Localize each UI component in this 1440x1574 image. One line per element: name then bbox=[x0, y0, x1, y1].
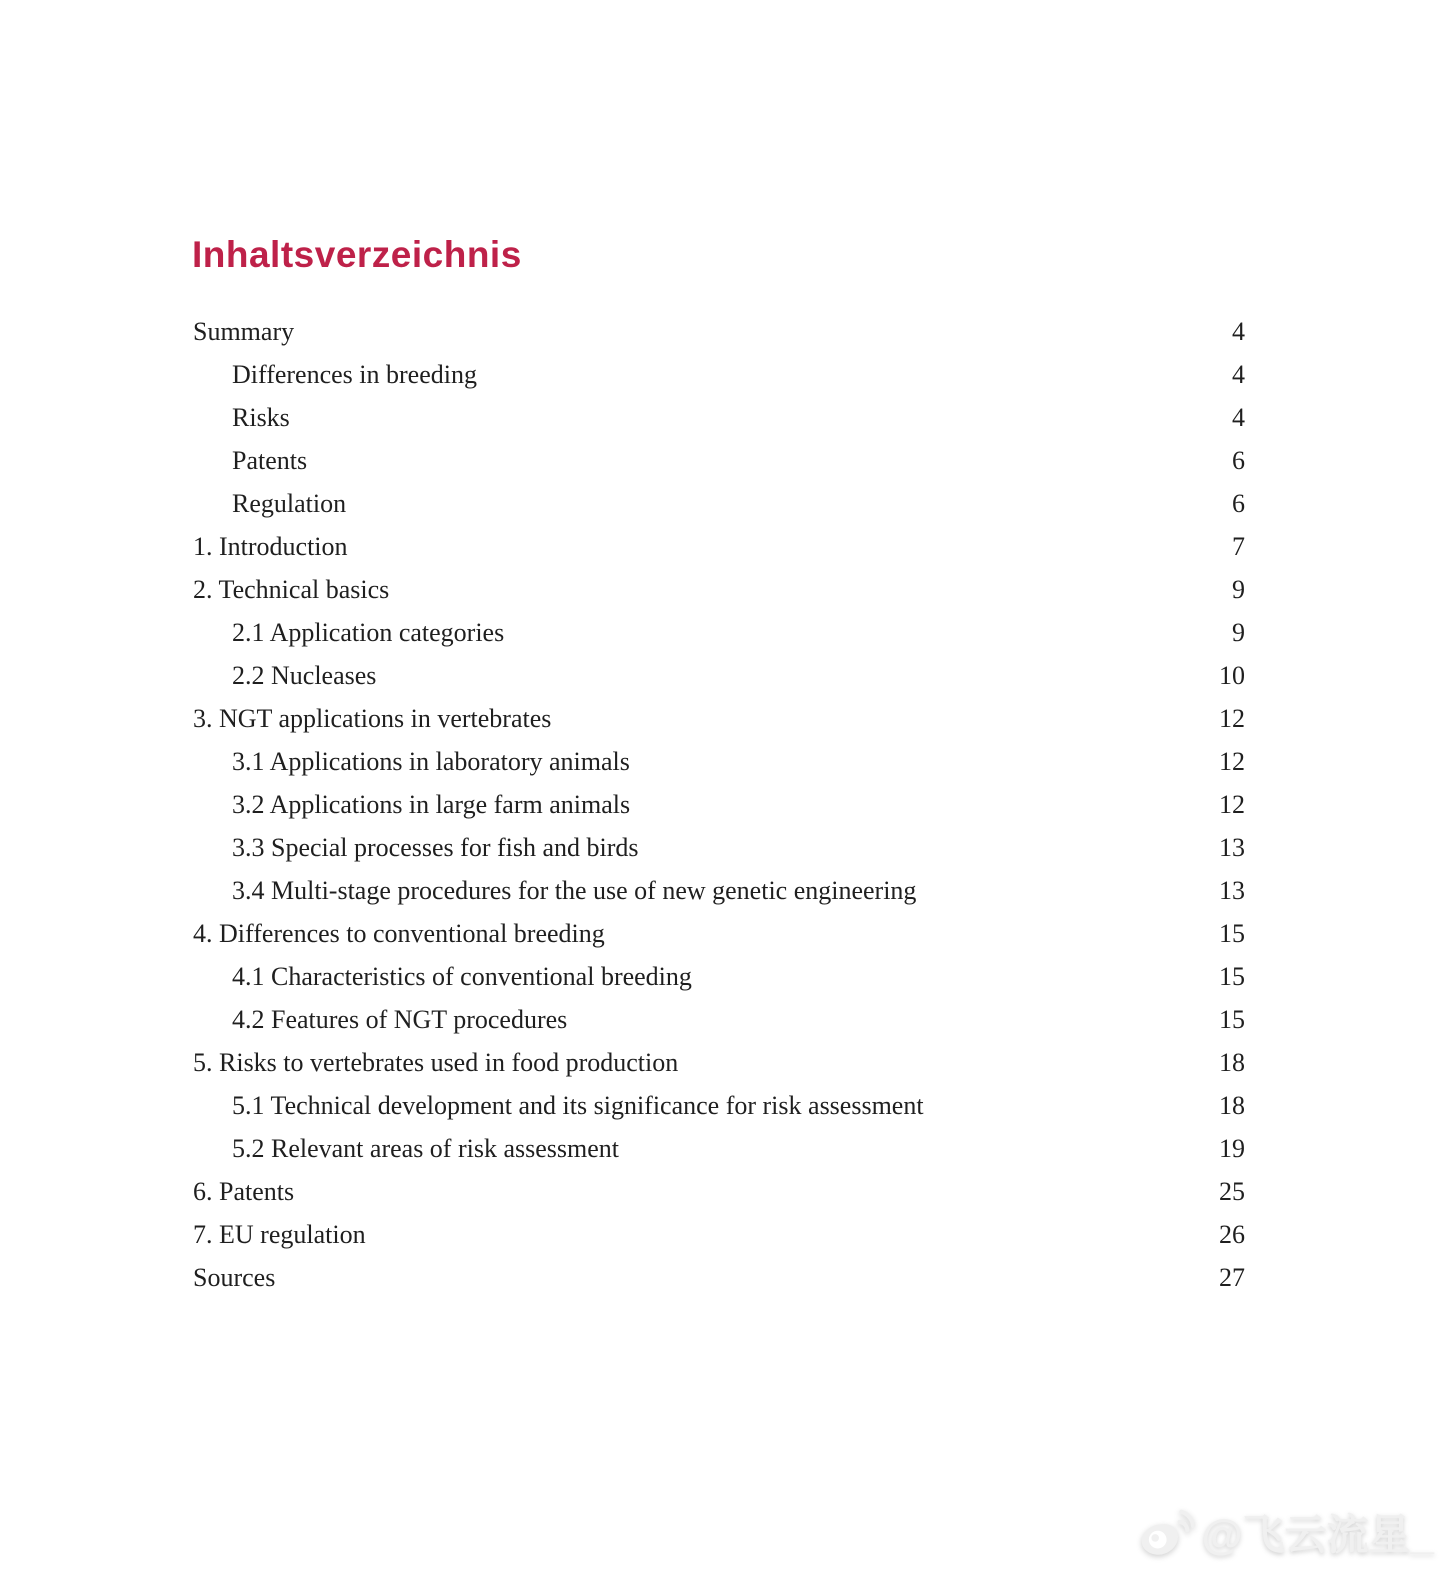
toc-entry bbox=[193, 618, 1245, 661]
toc-entry bbox=[193, 876, 1245, 919]
toc-entry-page: 18 bbox=[1219, 1091, 1245, 1120]
toc-entry bbox=[193, 1005, 1245, 1048]
toc-list bbox=[193, 317, 1245, 1306]
toc-entry-page: 25 bbox=[1219, 1177, 1245, 1206]
weibo-icon bbox=[1140, 1507, 1194, 1557]
toc-entry-page: 15 bbox=[1219, 1005, 1245, 1034]
toc-entry bbox=[193, 661, 1245, 704]
toc-entry-page: 15 bbox=[1219, 962, 1245, 991]
toc-entry-page: 13 bbox=[1219, 876, 1245, 905]
toc-entry-label: Regulation bbox=[232, 489, 347, 518]
toc-entry bbox=[193, 1263, 1245, 1306]
toc-entry-page: 12 bbox=[1219, 704, 1245, 733]
toc-entry bbox=[193, 532, 1245, 575]
toc-entry-label: 4. Differences to conventional breeding bbox=[193, 919, 605, 948]
toc-entry-label: 3.1 Applications in laboratory animals bbox=[232, 747, 630, 776]
watermark-handle: @飞云流星_ bbox=[1201, 1511, 1434, 1558]
toc-entry-page: 9 bbox=[1232, 618, 1245, 647]
toc-entry bbox=[193, 446, 1245, 489]
toc-entry bbox=[193, 1177, 1245, 1220]
toc-entry-page: 4 bbox=[1232, 360, 1245, 389]
toc-entry-page: 9 bbox=[1232, 575, 1245, 604]
toc-entry-label: 4.1 Characteristics of conventional breeding bbox=[232, 962, 692, 991]
toc-entry-label: 6. Patents bbox=[193, 1177, 295, 1206]
toc-entry-label: 3.2 Applications in large farm animals bbox=[232, 790, 631, 819]
toc-entry bbox=[193, 489, 1245, 532]
toc-entry-page: 4 bbox=[1232, 403, 1245, 432]
toc-entry-page: 26 bbox=[1219, 1220, 1245, 1249]
toc-entry bbox=[193, 704, 1245, 747]
toc-entry bbox=[193, 1134, 1245, 1177]
toc-entry-label: 5. Risks to vertebrates used in food production bbox=[193, 1048, 679, 1077]
toc-entry bbox=[193, 1091, 1245, 1134]
toc-entry-label: Summary bbox=[193, 317, 295, 346]
toc-entry-label: 2. Technical basics bbox=[193, 575, 390, 604]
toc-entry-page: 13 bbox=[1219, 833, 1245, 862]
toc-entry-label: Patents bbox=[232, 446, 308, 475]
toc-entry-page: 7 bbox=[1232, 532, 1245, 561]
toc-entry-label: 2.2 Nucleases bbox=[232, 661, 377, 690]
toc-entry bbox=[193, 1220, 1245, 1263]
toc-entry-page: 15 bbox=[1219, 919, 1245, 948]
toc-entry bbox=[193, 747, 1245, 790]
toc-entry-label: 4.2 Features of NGT procedures bbox=[232, 1005, 568, 1034]
toc-entry-label: 3.4 Multi-stage procedures for the use of new genetic engineering bbox=[232, 876, 917, 905]
watermark bbox=[1140, 1502, 1434, 1562]
page-title: Inhaltsverzeichnis bbox=[192, 234, 522, 275]
toc-entry-label: 7. EU regulation bbox=[193, 1220, 366, 1249]
toc-entry-page: 12 bbox=[1219, 747, 1245, 776]
toc-entry-page: 18 bbox=[1219, 1048, 1245, 1077]
toc-entry bbox=[193, 360, 1245, 403]
toc-entry-page: 6 bbox=[1232, 489, 1245, 518]
toc-entry bbox=[193, 833, 1245, 876]
toc-entry bbox=[193, 1048, 1245, 1091]
toc-entry-label: 1. Introduction bbox=[193, 532, 348, 561]
toc-entry-page: 19 bbox=[1219, 1134, 1245, 1163]
toc-entry bbox=[193, 919, 1245, 962]
toc-entry bbox=[193, 403, 1245, 446]
toc-entry bbox=[193, 790, 1245, 833]
toc-entry-label: Risks bbox=[232, 403, 290, 432]
toc-entry-label: 2.1 Application categories bbox=[232, 618, 505, 647]
toc-entry bbox=[193, 317, 1245, 360]
toc-entry-label: Sources bbox=[193, 1263, 276, 1292]
toc-entry-label: Differences in breeding bbox=[232, 360, 477, 389]
toc-entry-page: 12 bbox=[1219, 790, 1245, 819]
toc-entry-page: 6 bbox=[1232, 446, 1245, 475]
toc-entry bbox=[193, 962, 1245, 1005]
toc-entry-label: 3.3 Special processes for fish and birds bbox=[232, 833, 639, 862]
toc-entry-label: 3. NGT applications in vertebrates bbox=[193, 704, 552, 733]
toc-entry-page: 10 bbox=[1219, 661, 1245, 690]
toc-entry-page: 4 bbox=[1232, 317, 1245, 346]
toc-entry bbox=[193, 575, 1245, 618]
toc-entry-page: 27 bbox=[1219, 1263, 1245, 1292]
toc-entry-label: 5.2 Relevant areas of risk assessment bbox=[232, 1134, 620, 1163]
toc-entry-label: 5.1 Technical development and its significance for risk assessment bbox=[232, 1091, 924, 1120]
